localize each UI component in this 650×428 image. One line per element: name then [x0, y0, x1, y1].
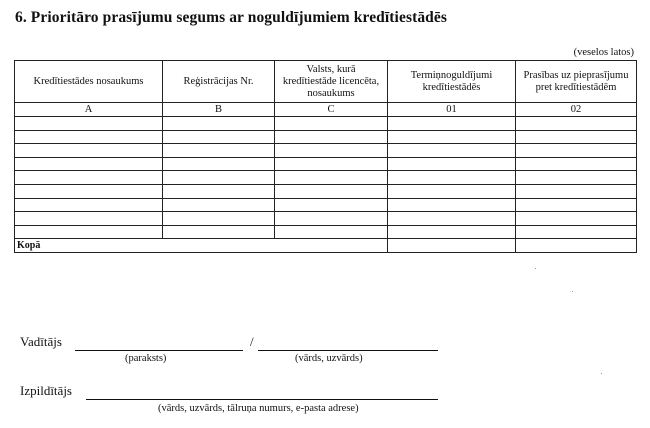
total-term-deposits-cell[interactable]	[388, 239, 516, 253]
col-header-country: Valsts, kurā kredītiestāde licencēta, nosaukums	[275, 61, 388, 103]
table-cell[interactable]	[516, 225, 637, 239]
table-cell[interactable]	[516, 212, 637, 226]
table-cell[interactable]	[516, 198, 637, 212]
table-row	[15, 171, 637, 185]
head-name-line[interactable]	[258, 350, 438, 351]
executor-label: Izpildītājs	[20, 383, 72, 398]
table-cell[interactable]	[516, 171, 637, 185]
table-cell[interactable]	[15, 157, 163, 171]
table-cell[interactable]	[163, 212, 275, 226]
code-cell: 02	[516, 103, 637, 117]
table-cell[interactable]	[275, 212, 388, 226]
scan-speck	[601, 373, 602, 374]
table-cell[interactable]	[516, 144, 637, 158]
page-title: 6. Prioritāro prasījumu segums ar noguldījumiem kredītiestādēs	[15, 9, 448, 26]
table-cell[interactable]	[163, 117, 275, 131]
table-cell[interactable]	[388, 117, 516, 131]
separator-slash: /	[250, 334, 254, 349]
table-cell[interactable]	[516, 117, 637, 131]
table-cell[interactable]	[15, 171, 163, 185]
header-row	[15, 61, 637, 103]
table-row	[15, 198, 637, 212]
executor-line[interactable]	[86, 399, 438, 400]
head-signature-caption: (paraksts)	[125, 353, 167, 364]
table-cell[interactable]	[275, 157, 388, 171]
table-cell[interactable]	[275, 198, 388, 212]
executor-caption: (vārds, uzvārds, tālruņa numurs, e-pasta adrese)	[158, 403, 359, 414]
head-name-caption: (vārds, uzvārds)	[295, 353, 363, 364]
col-header-registration-no: Reģistrācijas Nr.	[163, 61, 275, 103]
total-demand-claims-cell[interactable]	[516, 239, 637, 253]
table-cell[interactable]	[388, 171, 516, 185]
total-row	[15, 239, 637, 253]
table-cell[interactable]	[388, 212, 516, 226]
table-cell[interactable]	[163, 144, 275, 158]
table-cell[interactable]	[275, 225, 388, 239]
col-header-demand-claims: Prasības uz pieprasījumu pret kredītiestādēm	[516, 61, 637, 103]
col-header-term-deposits: Termiņnoguldījumi kredītiestādēs	[388, 61, 516, 103]
table-cell[interactable]	[388, 198, 516, 212]
table-row	[15, 130, 637, 144]
table-cell[interactable]	[388, 130, 516, 144]
table-cell[interactable]	[15, 117, 163, 131]
table-cell[interactable]	[163, 225, 275, 239]
table-cell[interactable]	[275, 117, 388, 131]
table-cell[interactable]	[516, 130, 637, 144]
table-cell[interactable]	[275, 144, 388, 158]
table-row	[15, 157, 637, 171]
table-row	[15, 212, 637, 226]
head-signature-line[interactable]	[75, 350, 243, 351]
scan-speck	[535, 268, 536, 269]
total-label: Kopā	[15, 239, 388, 253]
table-row	[15, 117, 637, 131]
table-cell[interactable]	[275, 184, 388, 198]
table-cell[interactable]	[163, 198, 275, 212]
table-cell[interactable]	[163, 184, 275, 198]
code-row	[15, 103, 637, 117]
col-header-bank-name: Kredītiestādes nosaukums	[15, 61, 163, 103]
table-cell[interactable]	[15, 184, 163, 198]
table-row	[15, 225, 637, 239]
scan-speck	[572, 291, 573, 292]
table-row	[15, 144, 637, 158]
table-cell[interactable]	[15, 144, 163, 158]
table-cell[interactable]	[388, 225, 516, 239]
table-row	[15, 184, 637, 198]
table-cell[interactable]	[275, 130, 388, 144]
code-cell: B	[163, 103, 275, 117]
code-cell: A	[15, 103, 163, 117]
table-cell[interactable]	[516, 184, 637, 198]
table-cell[interactable]	[388, 144, 516, 158]
table-cell[interactable]	[275, 171, 388, 185]
report-table	[14, 60, 637, 253]
code-cell: C	[275, 103, 388, 117]
table-cell[interactable]	[388, 157, 516, 171]
table-cell[interactable]	[15, 130, 163, 144]
table-cell[interactable]	[163, 157, 275, 171]
table-cell[interactable]	[388, 184, 516, 198]
table-cell[interactable]	[15, 198, 163, 212]
table-cell[interactable]	[163, 171, 275, 185]
units-note: (veselos latos)	[573, 47, 634, 58]
table-cell[interactable]	[163, 130, 275, 144]
table-cell[interactable]	[15, 225, 163, 239]
head-label: Vadītājs	[20, 334, 62, 349]
table-cell[interactable]	[516, 157, 637, 171]
code-cell: 01	[388, 103, 516, 117]
table-cell[interactable]	[15, 212, 163, 226]
